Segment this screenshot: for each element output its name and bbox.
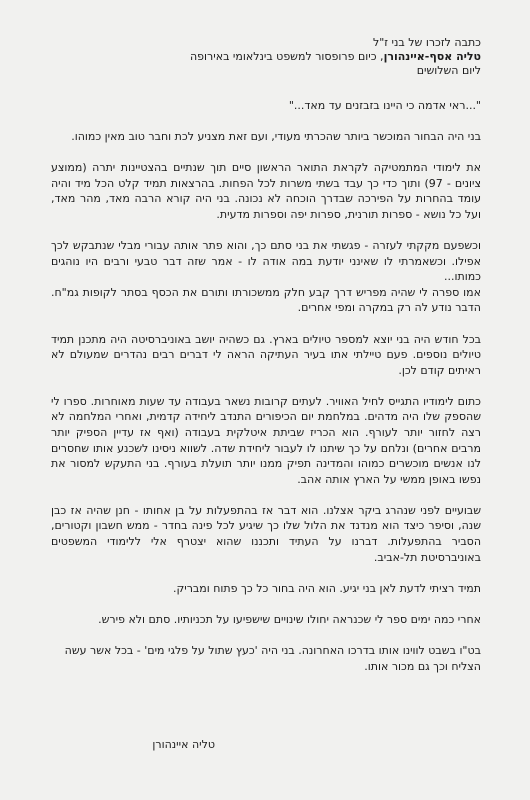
- header-dedication: כתבה לזכרו של בני ז"ל: [372, 36, 481, 49]
- paragraph: שבועיים לפני שנהרג ביקר אצלנו. הוא דבר אז בהתפעלות על בן אחותו - חנן שהיה אז כבן שנה, וסיפר כיצד הוא מנדנד את הלול שלו כך שיגיע לכל פינה בחדר - ממש חשבון וקטורים, הסביר בהתפעלות. דברנו על העתיד ותכננו שהוא יצטרף אלי ללימודי המשפטים באוניברסיטת תל-אביב.: [51, 503, 481, 564]
- paragraph: וכשפעם מקקתי לעזרה - פגשתי את בני סתם כך, והוא פתר אותה עבורי מבלי שנתבקש לכך אפילו. וכשאמרתי לו שאינני יודעת במה אודה לו - אמר שזה דבר טבעי ורבים היו נוהגים כמותו...: [51, 239, 481, 284]
- opening-quote: "...ראי אדמה כי היינו בזבזנים עד מאד...": [288, 99, 481, 112]
- letter-header: [61, 36, 481, 78]
- paragraph: אחרי כמה ימים ספר לי שכנראה יחולו שינויים שישפיעו על תכניותיו. סתם ולא פירש.: [98, 612, 481, 626]
- letter-body: [51, 98, 481, 690]
- author-title: , כיום פרופסור למשפט בינלאומי באירופה: [190, 50, 384, 63]
- header-occasion: ליום השלושים: [416, 64, 481, 77]
- paragraph: אמו ספרה לי שהיה מפריש דרך קבע חלק ממשכורתו ותורם את הכסף בסתר לקופות גמ"ח. הדבר נודע לה רק במקרה ומפי אחרים.: [51, 285, 481, 315]
- author-name: טליה אסף-איינהורן: [383, 50, 481, 63]
- paragraph: בני היה הבחור המוכשר ביותר שהכרתי מעודי, ועם זאת מצניע לכת וחבר טוב מאין כמוהו.: [71, 130, 481, 144]
- header-author-line: [61, 50, 481, 64]
- paragraph: בכל חודש היה בני יוצא למספר טיולים בארץ. גם כשהיה יושב באוניברסיטה היה מתכנן תמיד טיולים נוספים. פעם טיילתי אתו בעיר העתיקה הראה לי דברים רבים נהדרים שמעולם לא ראיתים קודם לכן.: [51, 332, 481, 377]
- paragraph: תמיד רציתי לדעת לאן בני יגיע. הוא היה בחור כל כך פתוח ומבריק.: [172, 581, 481, 595]
- paragraph: בט"ו בשבט לווינו אותו בדרכו האחרונה. בני היה 'כעץ שתול על פלגי מים' - בכל אשר עשה הצליח וכך גם מכור אותו.: [64, 643, 481, 673]
- paragraph: את לימודי המתמטיקה לקראת התואר הראשון סיים תוך שנתיים בהצטיינות יתרה (ממוצע ציונים - 97) ותוך כדי כך עבד בשתי משרות לכל הפחות. בהרצאות תמיד קלט הכל מיד והיה עומד בהחרות על הפירכה שבדרך הוכחה לא נכונה. בני היה קורא הרבה מאד, מהר מאד, ועל כל נושא - ספרות תורנית, ספרות יפה וספרות מדעית.: [51, 161, 482, 221]
- signature: טליה איינהורן: [152, 738, 215, 751]
- paragraph: כתום לימודיו התגייס לחיל האוויר. לעתים קרובות נשאר בעבודה עד שעות מאוחרות. ספרו לי שהספק שלו היה מדהים. במלחמת יום הכיפורים התנדב ליחידה קדמית, ואחרי המלחמה לא רצה לחזור יותר לעורף. הוא הכריז שביתת איטלקית בעבודה (ואף אז עדיין הספיק יותר מרבים אחרים) ונלחם על כך שיתנו לו לעבור ליחידת שדה. לשווא ניסינו לשכנע אותו שחסרים לנו אנשים מוכשרים כמוהו והמדינה תפיק ממנו יותר תועלת בעורף. בני התעקש למסור את נפשו באופן ממשי על הארץ אותה אהב.: [51, 394, 481, 486]
